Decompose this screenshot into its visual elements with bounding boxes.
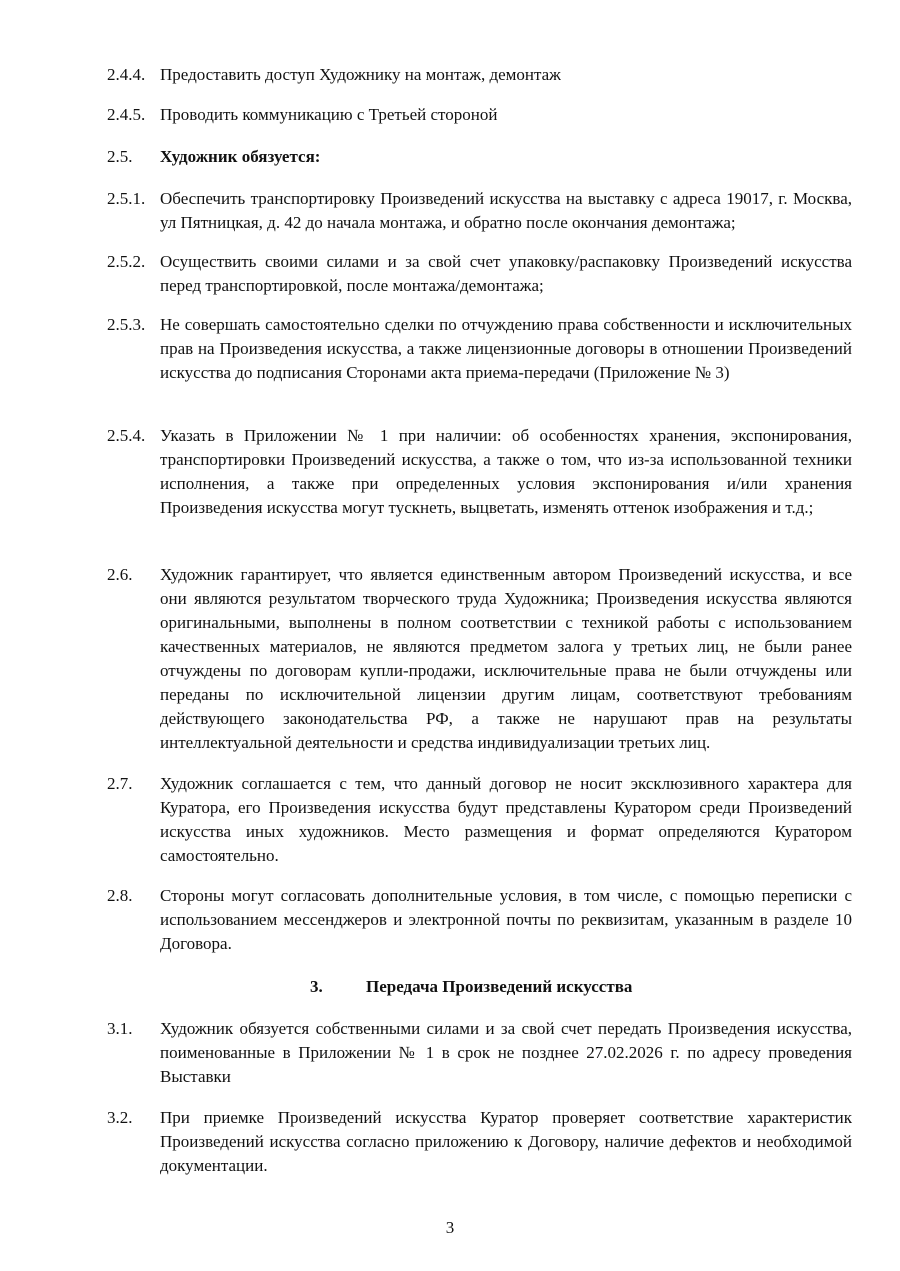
clause-heading-text: Художник обязуется: <box>160 147 321 166</box>
clause-number: 2.8. <box>107 886 133 905</box>
clause-number: 2.4.4. <box>107 65 146 84</box>
clause-number: 2.4.5. <box>107 105 146 124</box>
clause-text: Осуществить своими силами и за свой счет упаковку/распаковку Произведений искусства перед транспортировкой, после монтажа/демонтажа; <box>160 252 852 295</box>
clause-number: 2.5.1. <box>107 189 146 208</box>
clause-2-8 <box>107 884 852 956</box>
clause-number: 2.5.2. <box>107 252 146 271</box>
clause-text: Художник соглашается с тем, что данный договор не носит эксклюзивного характера для Куратора, его Произведения искусства будут представлены Куратором среди Произведений искусства иных художников. Место размещения и формат определяются Куратором самостоятельно. <box>160 774 852 865</box>
clause-number: 3.1. <box>107 1019 133 1038</box>
page-number: 3 <box>445 1218 455 1237</box>
clause-2-7 <box>107 772 852 868</box>
clause-text: Стороны могут согласовать дополнительные условия, в том числе, с помощью переписки с использованием мессенджеров и электронной почты по реквизитам, указанным в разделе 10 Договора. <box>160 886 852 953</box>
clause-2-4-4 <box>107 63 852 87</box>
clause-2-4-5 <box>107 103 852 127</box>
clause-2-5-3 <box>107 313 852 385</box>
clause-2-5-4 <box>107 424 852 520</box>
clause-3-1 <box>107 1017 852 1089</box>
clause-number: 2.5.4. <box>107 426 146 445</box>
clause-2-5-1 <box>107 187 852 235</box>
clause-number: 2.7. <box>107 774 133 793</box>
section-number: 3. <box>310 977 323 996</box>
clause-text: Предоставить доступ Художнику на монтаж, демонтаж <box>160 65 561 84</box>
clause-text: Художник гарантирует, что является единственным автором Произведений искусства, и все они являются результатом творческого труда Художника; Произведения искусства являются оригинальными, выполнены в полном соответствии с техникой работы с использованием качественных материалов, не являются предметом залога у третьих лиц, не были ранее отчуждены по договорам купли-продажи, исключительные права не были отчуждены или переданы по исключительной лицензии другим лицам, соответствуют требованиям действующего законодательства РФ, а также не нарушают прав на результаты интеллектуальной деятельности и средства индивидуализации третьих лиц. <box>160 565 852 752</box>
clause-2-5-heading <box>107 145 852 169</box>
clause-text: Указать в Приложении № 1 при наличии: об особенностях хранения, экспонирования, транспортировки Произведений искусства, а также о том, что из-за использованной техники исполнения, а также при определенных условия экспонирования и/или хранения Произведения искусства могут тускнеть, выцветать, изменять оттенок изображения и т.д.; <box>160 426 852 517</box>
clause-number: 2.5. <box>107 147 133 166</box>
clause-text: Художник обязуется собственными силами и за свой счет передать Произведения искусства, поименованные в Приложении № 1 в срок не позднее 27.02.2026 г. по адресу проведения Выставки <box>160 1019 852 1086</box>
clause-text: Не совершать самостоятельно сделки по отчуждению права собственности и исключительных прав на Произведения искусства, а также лицензионные договоры в отношении Произведений искусства до подписания Сторонами акта приема-передачи (Приложение № 3) <box>160 315 852 382</box>
section-title: Передача Произведений искусства <box>366 977 633 996</box>
clause-3-2 <box>107 1106 852 1178</box>
clause-number: 2.6. <box>107 565 133 584</box>
clause-number: 3.2. <box>107 1108 133 1127</box>
clause-2-6 <box>107 563 852 755</box>
clause-text: При приемке Произведений искусства Куратор проверяет соответствие характеристик Произведений искусства согласно приложению к Договору, наличие дефектов и необходимой документации. <box>160 1108 852 1175</box>
clause-text: Обеспечить транспортировку Произведений искусства на выставку с адреса 19017, г. Москва, ул Пятницкая, д. 42 до начала монтажа, и обратно после окончания демонтажа; <box>160 189 852 232</box>
clause-2-5-2 <box>107 250 852 298</box>
clause-text: Проводить коммуникацию с Третьей стороной <box>160 105 498 124</box>
clause-number: 2.5.3. <box>107 315 146 334</box>
